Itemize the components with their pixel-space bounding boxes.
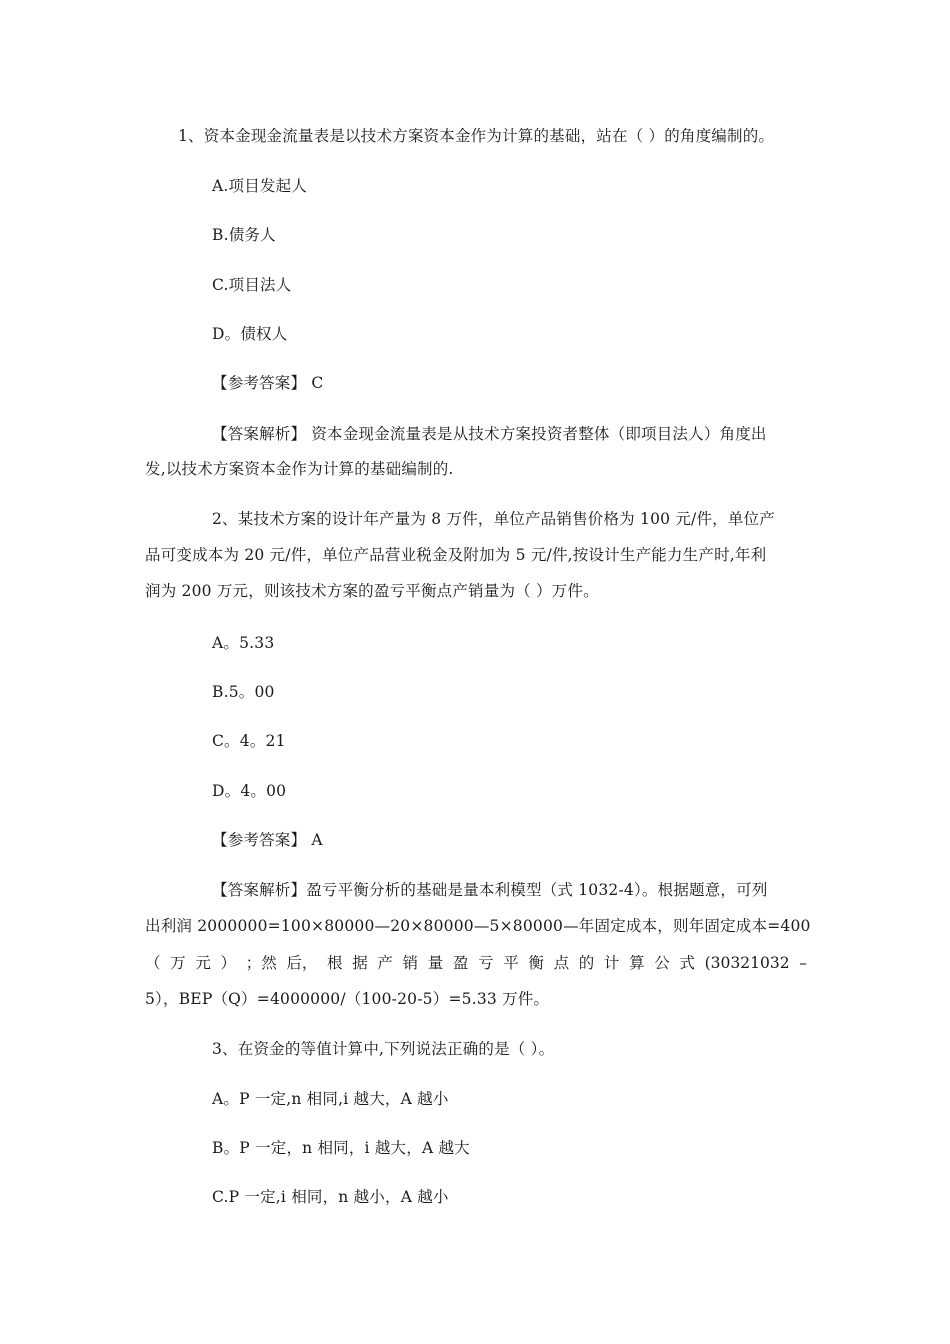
question-3-option-c: C.P 一定,i 相同，n 越小，A 越小 xyxy=(212,1188,449,1206)
analysis-word: 式 xyxy=(679,954,695,972)
question-2-analysis-line-4: 5），BEP（Q）=4000000/（100-20-5）=5.33 万件。 xyxy=(145,990,550,1008)
question-2-option-d: D。4。00 xyxy=(212,782,287,800)
question-1-text: 1、资本金现金流量表是以技术方案资本金作为计算的基础，站在（ ）的角度编制的。 xyxy=(178,127,775,145)
analysis-word: 产 xyxy=(377,954,393,972)
analysis-word: 点 xyxy=(553,954,570,972)
analysis-word: 衡 xyxy=(528,954,544,972)
question-3-text: 3、在资金的等值计算中,下列说法正确的是（ ）。 xyxy=(212,1040,555,1058)
analysis-word: 亏 xyxy=(478,954,494,972)
question-2-option-b: B.5。00 xyxy=(212,683,275,701)
question-2-answer: 【参考答案】 A xyxy=(212,831,323,849)
question-3-option-b: B。P 一定，n 相同，i 越大，A 越大 xyxy=(212,1139,470,1157)
question-1-option-d: D。债权人 xyxy=(212,325,288,343)
analysis-word: （ xyxy=(145,954,161,972)
analysis-word: (30321032 xyxy=(704,954,790,972)
analysis-word: 盈 xyxy=(452,954,469,972)
analysis-word: 量 xyxy=(427,954,444,972)
analysis-word: 后， xyxy=(286,954,318,972)
analysis-word: ） xyxy=(220,954,237,972)
analysis-word: 计 xyxy=(603,954,620,972)
question-1-answer: 【参考答案】 C xyxy=(212,374,324,392)
question-2-analysis-line-2: 出利润 2000000=100×80000—20×80000—5×80000—年固定成本，则年固定成本=400 xyxy=(145,917,811,935)
question-1-option-c: C.项目法人 xyxy=(212,276,292,294)
analysis-word: 算 xyxy=(629,954,645,972)
analysis-word: 平 xyxy=(503,954,519,972)
analysis-word: 万 xyxy=(170,954,186,972)
analysis-word: ；然 xyxy=(245,954,277,972)
analysis-word: 公 xyxy=(654,954,670,972)
question-2-text-line-2: 品可变成本为 20 元/件，单位产品营业税金及附加为 5 元/件,按设计生产能力生产时,年利 xyxy=(145,546,767,564)
question-2-text-line-1: 2、某技术方案的设计年产量为 8 万件，单位产品销售价格为 100 元/件，单位产 xyxy=(212,510,775,528)
question-1-option-b: B.债务人 xyxy=(212,226,276,244)
analysis-word: 根 xyxy=(327,954,343,972)
analysis-word: 的 xyxy=(578,954,595,972)
analysis-word: – xyxy=(799,954,807,972)
question-2-option-a: A。5.33 xyxy=(212,634,275,652)
analysis-word: 据 xyxy=(352,954,368,972)
question-3-option-a: A。P 一定,n 相同,i 越大，A 越小 xyxy=(212,1090,449,1108)
question-2-analysis-line-1: 【答案解析】盈亏平衡分析的基础是量本利模型（式 1032-4）。根据题意，可列 xyxy=(212,881,768,899)
question-1-option-a: A.项目发起人 xyxy=(212,177,308,195)
question-1-analysis-line-1: 【答案解析】 资本金现金流量表是从技术方案投资者整体（即项目法人）角度出 xyxy=(212,425,767,443)
question-2-analysis-line-3 xyxy=(145,953,807,973)
question-2-option-c: C。4。21 xyxy=(212,732,286,750)
analysis-word: 销 xyxy=(402,954,419,972)
question-1-analysis-line-2: 发,以技术方案资本金作为计算的基础编制的. xyxy=(145,460,454,478)
question-2-text-line-3: 润为 200 万元，则该技术方案的盈亏平衡点产销量为（ ）万件。 xyxy=(145,582,599,600)
analysis-word: 元 xyxy=(195,954,211,972)
